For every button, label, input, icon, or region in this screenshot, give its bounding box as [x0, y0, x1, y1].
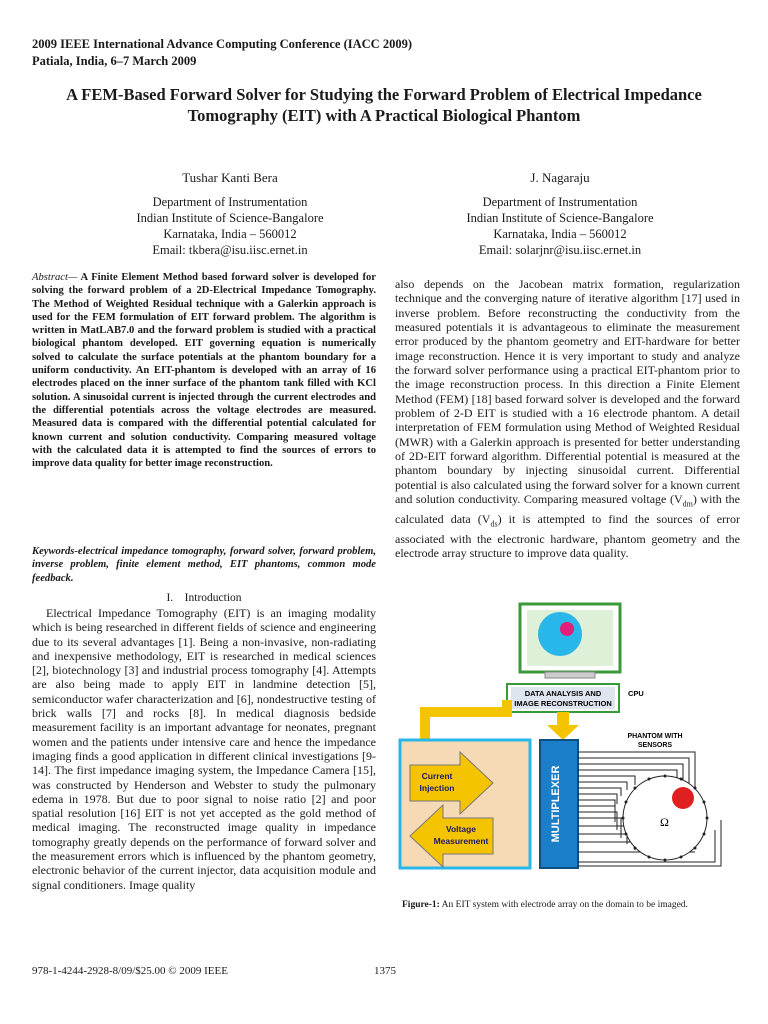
text-run: ) it is attempted to find the sources of error associated with the electronic hardware, phantom geometry and the electrode array structure to improve data quality. — [395, 511, 741, 560]
conference-header — [32, 36, 412, 70]
monitor-image-circle — [538, 612, 582, 656]
conference-name: 2009 IEEE International Advance Computing Conference (IACC 2009) — [32, 37, 412, 51]
author-dept: Department of Instrumentation — [482, 195, 638, 209]
multiplexer-label: MULTIPLEXER — [550, 765, 562, 843]
figure-caption — [402, 900, 688, 910]
phantom-label-1: PHANTOM WITH — [627, 733, 683, 740]
phantom-label-2: SENSORS — [637, 742, 673, 749]
abstract-lead: Abstract— — [32, 272, 78, 283]
current-label-2: Injection — [419, 783, 455, 793]
caption-label: Figure-1: — [402, 900, 440, 910]
intro-paragraph: Electrical Impedance Tomography (EIT) is an imaging modality which is being researched in different fields of science and engineering due to its several advantages [1]. Being a non-invasive, non-radiating and inexpensive methodology, EIT is researched in medical sciences [2], biotechnology [3] and industrial process tomography [4]. Attempts are also being made to apply EIT in landmine detection [5], semiconductor wafer characterization and [6], nondestructive testing of brick walls [7] and rocks [8]. In medical diagnosis bedside measurement facility is an important advantage for neonates, pregnant women and the patients under intensive care and hence the impedance imaging finds a good application in different clinical investigations [9-14]. The first impedance imaging system, the Impedance Camera [15], was constructed by Henderson and Webster to study the pulmonary edema in 1978. But due to poor signal to noise ratio [2] and poor spatial resolution [16] EIT is not yet accepted as the gold method of medical imaging. The reconstructed image quality in impedance tomography greatly depends on the performance of forward solver and the measurement errors which is influenced by the phantom geometry, electronic behavior of the current injector, data acquisition module and signal conditioners. Image quality — [32, 606, 376, 892]
author-address: Karnataka, India – 560012 — [493, 227, 627, 241]
author-block-1 — [80, 170, 380, 258]
author-address: Karnataka, India – 560012 — [163, 227, 297, 241]
cpu-label: CPU — [628, 689, 644, 698]
author-dept: Department of Instrumentation — [152, 195, 308, 209]
abstract-text: A Finite Element Method based forward solver is developed for solving the forward problem of a 2D-Electrical Impedance Tomography. The Method of Weighted Residual technique with a Galerkin approach is used for the FEM formulation of EIT forward problem. The algorithm is written in MatLAB7.0 and the forward problem is studied with a practical biological phantom developed. EIT governing equation is numerically solved to calculate the surface potentials at the phantom boundary for a uniform conductivity. An EIT-phantom is developed with an array of 16 electrodes placed on the inner surface of the phantom tank filled with KCl solution. A sinusoidal current is injected through the current electrodes and the differential potentials across the voltage electrodes are measured. Measured data is compared with the differential potential calculated for known current and solution conductivity. Comparing measured voltage with the calculated data it is attempted to find the sources of errors to improve data quality for better image reconstruction. — [32, 272, 376, 470]
subscript: dm — [682, 499, 693, 509]
monitor-image-target — [560, 622, 574, 636]
page-number: 1375 — [374, 965, 396, 977]
author-name: Tushar Kanti Bera — [182, 170, 278, 185]
author-name: J. Nagaraju — [530, 170, 590, 185]
cpu-box-label-1: DATA ANALYSIS AND — [524, 689, 602, 698]
text-run: ) with the calculated data (V — [395, 492, 740, 526]
section-heading: I. Introduction — [166, 592, 242, 604]
voltage-label-2: Measurement — [433, 836, 489, 846]
caption-text: An EIT system with electrode array on the domain to be imaged. — [439, 900, 688, 910]
author-email: Email: solarjnr@isu.iisc.ernet.in — [478, 243, 642, 257]
omega-symbol: Ω — [660, 815, 669, 829]
voltage-label-1: Voltage — [445, 824, 477, 834]
copyright-footer: 978-1-4244-2928-8/09/$25.00 © 2009 IEEE — [32, 965, 228, 977]
author-institute: Indian Institute of Science-Bangalore — [466, 211, 654, 225]
monitor-stand — [545, 672, 595, 678]
subscript: ds — [490, 519, 498, 529]
phantom-inclusion — [672, 787, 694, 809]
abstract — [32, 271, 376, 470]
paper-title: A FEM-Based Forward Solver for Studying the Forward Problem of Electrical Impedance Tomography (EIT) with A Practical Biological Phantom — [66, 85, 702, 125]
arrow-up-down-icon — [547, 712, 579, 740]
data-arrow-left — [425, 700, 507, 740]
current-label-1: Current — [421, 771, 453, 781]
right-column-paragraph — [395, 277, 740, 560]
keywords: Keywords-electrical impedance tomography, forward solver, forward problem, inverse problem, finite element method, EIT phantoms, common mode feedback. — [32, 546, 376, 584]
conference-location: Patiala, India, 6–7 March 2009 — [32, 54, 197, 68]
author-block-2 — [410, 170, 710, 258]
cpu-box-label-2: IMAGE RECONSTRUCTION — [514, 699, 612, 708]
eit-system-figure — [395, 600, 740, 895]
author-institute: Indian Institute of Science-Bangalore — [136, 211, 324, 225]
author-email: Email: tkbera@isu.iisc.ernet.in — [152, 243, 308, 257]
text-run: also depends on the Jacobean matrix formation, regularization technique and the converging nature of iterative algorithm [17] used in inverse problem. Before reconstructing the conductivity from the measured potentials it is advantageous to eliminate the measurement error produced by the phantom geometry and EIT-hardware for better image reconstruction. Hence it is very important to study and analyze the forward solver performance using a practical EIT-phantom prior to the image reconstruction process. In this direction a Finite Element Method (FEM) [18] based forward solver is developed and the forward problem of 2-D EIT is studied with a 16 electrode phantom. A detail interpretation of FEM formulation using Method of Weighted Residual (MWR) with a Galerkin approach is presented for better understanding of 2D-EIT forward algorithm. Differential potential is measured at the phantom boundary by injecting sinusoidal current. Differential potential is also calculated using the forward solver for a known current and solution conductivity. Comparing measured voltage (V — [395, 277, 740, 507]
